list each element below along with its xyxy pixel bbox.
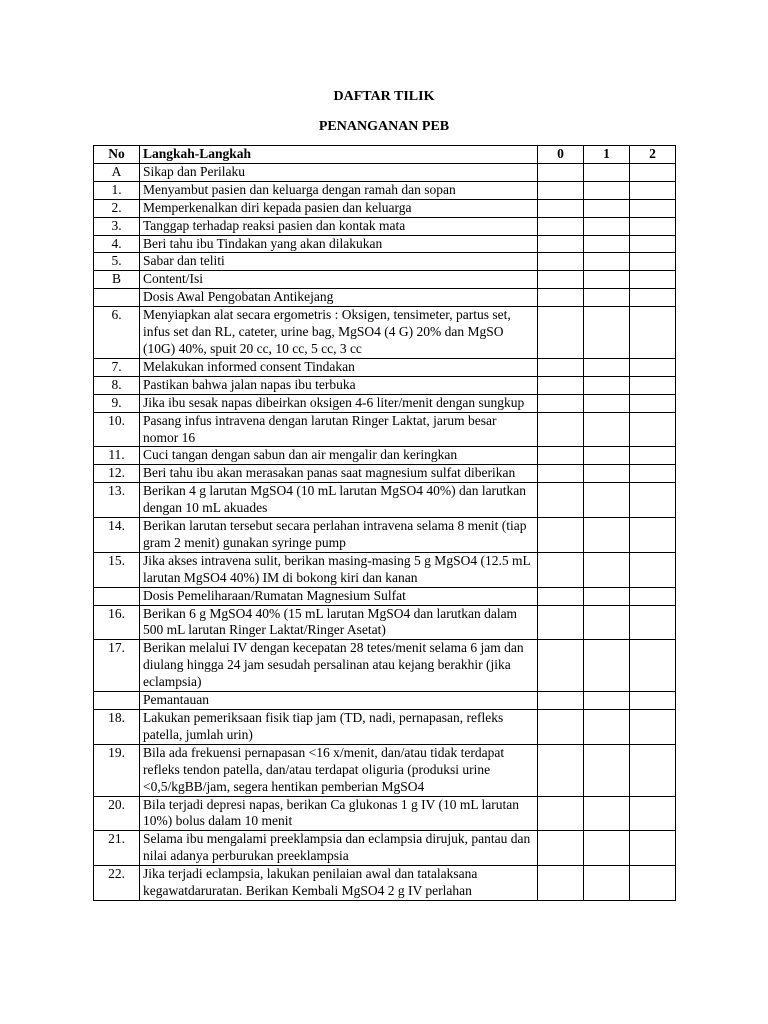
score-cell-2[interactable] — [630, 217, 676, 235]
score-cell-0[interactable] — [538, 552, 584, 587]
column-header-score-1: 1 — [584, 146, 630, 164]
score-cell-1[interactable] — [584, 217, 630, 235]
score-cell-1[interactable] — [584, 640, 630, 692]
score-cell-0[interactable] — [538, 253, 584, 271]
row-number: 18. — [94, 710, 140, 745]
step-text: Jika terjadi eclampsia, lakukan penilaian awal dan tatalaksana kegawatdaruratan. Berikan Kembali MgSO4 2 g IV perlahan — [140, 866, 538, 901]
table-row — [94, 587, 676, 605]
score-cell-0[interactable] — [538, 394, 584, 412]
step-text: Melakukan informed consent Tindakan — [140, 358, 538, 376]
step-text: Jika akses intravena sulit, berikan masing-masing 5 g MgSO4 (12.5 mL larutan MgSO4 40%) IM di bokong kiri dan kanan — [140, 552, 538, 587]
row-number: 15. — [94, 552, 140, 587]
score-cell-0[interactable] — [538, 710, 584, 745]
table-row — [94, 217, 676, 235]
table-row — [94, 796, 676, 831]
step-text: Cuci tangan dengan sabun dan air mengalir dan keringkan — [140, 447, 538, 465]
score-cell-0[interactable] — [538, 199, 584, 217]
table-row — [94, 376, 676, 394]
score-cell-0[interactable] — [538, 587, 584, 605]
step-text: Menyambut pasien dan keluarga dengan ramah dan sopan — [140, 181, 538, 199]
section-heading: Content/Isi — [140, 271, 538, 289]
step-text: Pastikan bahwa jalan napas ibu terbuka — [140, 376, 538, 394]
column-header-step: Langkah-Langkah — [140, 146, 538, 164]
row-number: 10. — [94, 412, 140, 447]
step-text: Memperkenalkan diri kepada pasien dan keluarga — [140, 199, 538, 217]
score-cell-0[interactable] — [538, 744, 584, 796]
row-number: 21. — [94, 831, 140, 866]
row-number: 16. — [94, 605, 140, 640]
score-cell-2[interactable] — [630, 744, 676, 796]
score-cell-0[interactable] — [538, 271, 584, 289]
score-cell-1[interactable] — [584, 163, 630, 181]
score-cell-0[interactable] — [538, 605, 584, 640]
score-cell-2[interactable] — [630, 710, 676, 745]
score-cell-1[interactable] — [584, 253, 630, 271]
score-cell-0[interactable] — [538, 181, 584, 199]
row-number — [94, 587, 140, 605]
score-cell-2[interactable] — [630, 605, 676, 640]
score-cell-2[interactable] — [630, 181, 676, 199]
column-header-score-2: 2 — [630, 146, 676, 164]
table-row — [94, 605, 676, 640]
table-row — [94, 289, 676, 307]
step-text: Berikan melalui IV dengan kecepatan 28 tetes/menit selama 6 jam dan diulang hingga 24 jam sesudah persalinan atau kejang berakhir (jika eclampsia) — [140, 640, 538, 692]
score-cell-0[interactable] — [538, 412, 584, 447]
table-row — [94, 412, 676, 447]
score-cell-2[interactable] — [630, 358, 676, 376]
row-number: 14. — [94, 518, 140, 553]
score-cell-0[interactable] — [538, 866, 584, 901]
score-cell-0[interactable] — [538, 692, 584, 710]
row-number: 12. — [94, 465, 140, 483]
score-cell-2[interactable] — [630, 394, 676, 412]
row-number: 9. — [94, 394, 140, 412]
score-cell-0[interactable] — [538, 483, 584, 518]
score-cell-2[interactable] — [630, 235, 676, 253]
table-row — [94, 253, 676, 271]
score-cell-0[interactable] — [538, 217, 584, 235]
score-cell-1[interactable] — [584, 483, 630, 518]
score-cell-2[interactable] — [630, 412, 676, 447]
table-row — [94, 235, 676, 253]
score-cell-1[interactable] — [584, 394, 630, 412]
section-heading: Pemantauan — [140, 692, 538, 710]
score-cell-2[interactable] — [630, 483, 676, 518]
score-cell-0[interactable] — [538, 163, 584, 181]
score-cell-1[interactable] — [584, 692, 630, 710]
row-number: 4. — [94, 235, 140, 253]
score-cell-2[interactable] — [630, 307, 676, 359]
step-text: Bila terjadi depresi napas, berikan Ca glukonas 1 g IV (10 mL larutan 10%) bolus dalam 10 menit — [140, 796, 538, 831]
score-cell-0[interactable] — [538, 358, 584, 376]
score-cell-1[interactable] — [584, 587, 630, 605]
score-cell-2[interactable] — [630, 271, 676, 289]
table-row — [94, 552, 676, 587]
score-cell-0[interactable] — [538, 376, 584, 394]
score-cell-0[interactable] — [538, 831, 584, 866]
score-cell-0[interactable] — [538, 518, 584, 553]
score-cell-2[interactable] — [630, 199, 676, 217]
column-header-no: No — [94, 146, 140, 164]
score-cell-2[interactable] — [630, 866, 676, 901]
score-cell-1[interactable] — [584, 465, 630, 483]
score-cell-2[interactable] — [630, 376, 676, 394]
table-row — [94, 358, 676, 376]
score-cell-2[interactable] — [630, 796, 676, 831]
table-row — [94, 692, 676, 710]
score-cell-0[interactable] — [538, 796, 584, 831]
table-row — [94, 710, 676, 745]
row-number: 3. — [94, 217, 140, 235]
row-number: A — [94, 163, 140, 181]
row-number: 13. — [94, 483, 140, 518]
step-text: Pasang infus intravena dengan larutan Ringer Laktat, jarum besar nomor 16 — [140, 412, 538, 447]
document-title: DAFTAR TILIK — [333, 89, 435, 104]
score-cell-2[interactable] — [630, 587, 676, 605]
step-text: Berikan 4 g larutan MgSO4 (10 mL larutan MgSO4 40%) dan larutkan dengan 10 mL akuades — [140, 483, 538, 518]
score-cell-1[interactable] — [584, 289, 630, 307]
score-cell-1[interactable] — [584, 518, 630, 553]
step-text: Lakukan pemeriksaan fisik tiap jam (TD, nadi, pernapasan, refleks patella, jumlah urin) — [140, 710, 538, 745]
row-number: 5. — [94, 253, 140, 271]
score-cell-0[interactable] — [538, 307, 584, 359]
score-cell-2[interactable] — [630, 552, 676, 587]
step-text: Menyiapkan alat secara ergometris : Oksigen, tensimeter, partus set, infus set dan RL, cateter, urine bag, MgSO4 (4 G) 20% dan MgSO (10G) 40%, spuit 20 cc, 10 cc, 5 cc, 3 cc — [140, 307, 538, 359]
score-cell-1[interactable] — [584, 376, 630, 394]
step-text: Beri tahu ibu Tindakan yang akan dilakukan — [140, 235, 538, 253]
step-text: Berikan 6 g MgSO4 40% (15 mL larutan MgSO4 dan larutkan dalam 500 mL larutan Ringer Laktat/Ringer Asetat) — [140, 605, 538, 640]
score-cell-1[interactable] — [584, 866, 630, 901]
row-number: 1. — [94, 181, 140, 199]
section-heading: Sikap dan Perilaku — [140, 163, 538, 181]
row-number: 11. — [94, 447, 140, 465]
score-cell-1[interactable] — [584, 235, 630, 253]
score-cell-1[interactable] — [584, 552, 630, 587]
table-row — [94, 518, 676, 553]
section-heading: Dosis Awal Pengobatan Antikejang — [140, 289, 538, 307]
score-cell-1[interactable] — [584, 271, 630, 289]
table-row — [94, 394, 676, 412]
table-row — [94, 199, 676, 217]
score-cell-1[interactable] — [584, 796, 630, 831]
score-cell-2[interactable] — [630, 447, 676, 465]
score-cell-0[interactable] — [538, 465, 584, 483]
table-row — [94, 866, 676, 901]
table-row — [94, 640, 676, 692]
column-header-score-0: 0 — [538, 146, 584, 164]
table-row — [94, 483, 676, 518]
score-cell-2[interactable] — [630, 640, 676, 692]
row-number: 2. — [94, 199, 140, 217]
score-cell-2[interactable] — [630, 289, 676, 307]
row-number: 8. — [94, 376, 140, 394]
row-number: 22. — [94, 866, 140, 901]
score-cell-1[interactable] — [584, 358, 630, 376]
table-row — [94, 271, 676, 289]
table-row — [94, 181, 676, 199]
row-number: 7. — [94, 358, 140, 376]
score-cell-2[interactable] — [630, 831, 676, 866]
score-cell-1[interactable] — [584, 710, 630, 745]
score-cell-2[interactable] — [630, 465, 676, 483]
step-text: Berikan larutan tersebut secara perlahan intravena selama 8 menit (tiap gram 2 menit) gunakan syringe pump — [140, 518, 538, 553]
table-row — [94, 744, 676, 796]
step-text: Selama ibu mengalami preeklampsia dan eclampsia dirujuk, pantau dan nilai adanya perburukan preeklampsia — [140, 831, 538, 866]
score-cell-1[interactable] — [584, 831, 630, 866]
step-text: Sabar dan teliti — [140, 253, 538, 271]
section-heading: Dosis Pemeliharaan/Rumatan Magnesium Sulfat — [140, 587, 538, 605]
score-cell-0[interactable] — [538, 640, 584, 692]
score-cell-1[interactable] — [584, 412, 630, 447]
step-text: Jika ibu sesak napas dibeirkan oksigen 4-6 liter/menit dengan sungkup — [140, 394, 538, 412]
score-cell-0[interactable] — [538, 289, 584, 307]
table-row — [94, 307, 676, 359]
table-row — [94, 163, 676, 181]
score-cell-1[interactable] — [584, 605, 630, 640]
score-cell-2[interactable] — [630, 692, 676, 710]
row-number: 19. — [94, 744, 140, 796]
step-text: Tanggap terhadap reaksi pasien dan kontak mata — [140, 217, 538, 235]
row-number: 17. — [94, 640, 140, 692]
score-cell-1[interactable] — [584, 744, 630, 796]
score-cell-2[interactable] — [630, 518, 676, 553]
document-subtitle: PENANGANAN PEB — [318, 119, 450, 134]
score-cell-0[interactable] — [538, 447, 584, 465]
score-cell-1[interactable] — [584, 307, 630, 359]
table-row — [94, 831, 676, 866]
table-row — [94, 447, 676, 465]
row-number — [94, 692, 140, 710]
step-text: Beri tahu ibu akan merasakan panas saat magnesium sulfat diberikan — [140, 465, 538, 483]
row-number: 20. — [94, 796, 140, 831]
score-cell-1[interactable] — [584, 199, 630, 217]
table-header-row — [94, 146, 676, 164]
row-number: 6. — [94, 307, 140, 359]
score-cell-0[interactable] — [538, 235, 584, 253]
checklist-table — [93, 145, 676, 901]
score-cell-1[interactable] — [584, 447, 630, 465]
row-number — [94, 289, 140, 307]
row-number: B — [94, 271, 140, 289]
score-cell-2[interactable] — [630, 163, 676, 181]
step-text: Bila ada frekuensi pernapasan <16 x/menit, dan/atau tidak terdapat refleks tendon patella, dan/atau terdapat oliguria (produksi urine <0,5/kgBB/jam, segera hentikan pemberian MgSO4 — [140, 744, 538, 796]
score-cell-1[interactable] — [584, 181, 630, 199]
score-cell-2[interactable] — [630, 253, 676, 271]
table-row — [94, 465, 676, 483]
